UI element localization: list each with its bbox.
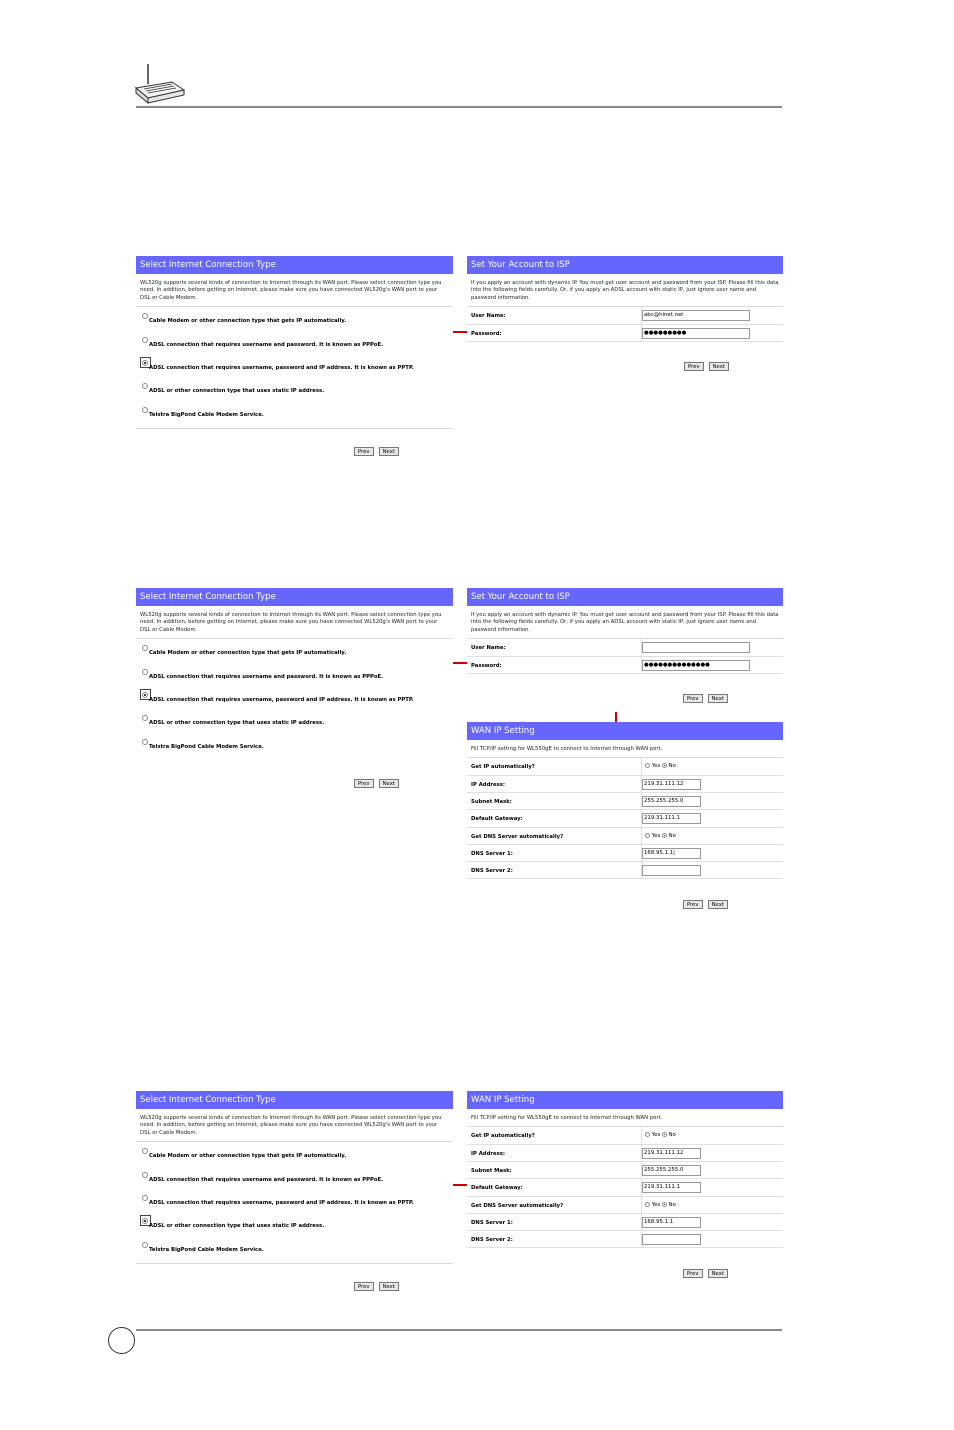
radio-button[interactable] bbox=[142, 337, 148, 343]
password-row: Password: ●●●●●●●●● bbox=[467, 325, 783, 342]
next-button[interactable]: Next bbox=[708, 1269, 728, 1278]
password-input[interactable]: ●●●●●●●●● bbox=[642, 328, 750, 339]
callout-marker bbox=[453, 1184, 467, 1186]
dns-server-1-row: DNS Server 1: 168.95.1.1| bbox=[467, 845, 783, 862]
username-row: User Name: abc@hinet.net bbox=[467, 307, 783, 324]
get-dns-auto-row: Get DNS Server automatically? Yes No bbox=[467, 1197, 783, 1214]
option-pptp[interactable]: ADSL connection that requires username, password and IP address. It is known as PPTP. bbox=[136, 354, 453, 377]
radio-button[interactable] bbox=[142, 669, 148, 675]
next-button[interactable]: Next bbox=[379, 779, 399, 788]
dns-server-1-input[interactable]: 168.95.1.1| bbox=[642, 848, 701, 859]
get-ip-auto-row: Get IP automatically? Yes No bbox=[467, 1127, 783, 1144]
radio-button-selected[interactable] bbox=[142, 360, 148, 366]
prev-button[interactable]: Prev bbox=[684, 362, 704, 371]
username-input[interactable]: abc@hinet.net bbox=[642, 310, 750, 321]
subnet-mask-input[interactable]: 255.255.255.0 bbox=[642, 796, 701, 807]
option-bigpond[interactable]: Telstra BigPond Cable Modem Service. bbox=[136, 1236, 453, 1259]
subnet-mask-row: Subnet Mask: 255.255.255.0 bbox=[467, 1162, 783, 1179]
default-gateway-row: Default Gateway: 219.31.111.1 bbox=[467, 810, 783, 827]
dns-server-2-input[interactable] bbox=[642, 1234, 701, 1245]
get-ip-auto-row: Get IP automatically? Yes No bbox=[467, 758, 783, 775]
option-static-ip[interactable]: ADSL or other connection type that uses static IP address. bbox=[136, 377, 453, 400]
panel-description: Fill TCP/IP setting for WL550gE to connect to Internet through WAN port. bbox=[471, 1115, 663, 1121]
get-dns-yes-radio[interactable] bbox=[645, 833, 650, 838]
radio-button[interactable] bbox=[142, 1148, 148, 1154]
prev-button[interactable]: Prev bbox=[683, 1269, 703, 1278]
isp-account-panel-1 bbox=[467, 256, 783, 376]
panel-title: Select Internet Connection Type bbox=[136, 256, 453, 274]
dns-server-2-row: DNS Server 2: bbox=[467, 1231, 783, 1248]
password-row: Password: ●●●●●●●●●●●●●● bbox=[467, 657, 783, 674]
panel-title: Select Internet Connection Type bbox=[136, 1091, 453, 1109]
option-bigpond[interactable]: Telstra BigPond Cable Modem Service. bbox=[136, 733, 453, 756]
radio-button[interactable] bbox=[142, 645, 148, 651]
panel-title: Select Internet Connection Type bbox=[136, 588, 453, 606]
dns-server-2-row: DNS Server 2: bbox=[467, 862, 783, 879]
default-gateway-input[interactable]: 219.31.111.1 bbox=[642, 813, 701, 824]
get-ip-yes-radio[interactable] bbox=[645, 1132, 650, 1137]
username-row: User Name: bbox=[467, 639, 783, 656]
footer-rule bbox=[136, 1329, 782, 1331]
dns-server-1-row: DNS Server 1: 168.95.1.1 bbox=[467, 1214, 783, 1231]
panel-description: If you apply an account with dynamic IP. You must get user account and password from your ISP. Please fill this data into the following fields carefully. Or, if you apply an ADSL account with static IP, just ignore user name and password information. bbox=[471, 280, 779, 301]
option-pptp[interactable]: ADSL connection that requires username, password and IP address. It is known as PPTP. bbox=[136, 686, 453, 709]
callout-marker bbox=[453, 662, 467, 664]
ip-address-input[interactable]: 219.31.111.12 bbox=[642, 779, 701, 790]
next-button[interactable]: Next bbox=[709, 362, 729, 371]
ip-address-row: IP Address: 219.31.111.12 bbox=[467, 1145, 783, 1162]
prev-button[interactable]: Prev bbox=[354, 447, 374, 456]
subnet-mask-input[interactable]: 255.255.255.0 bbox=[642, 1165, 701, 1176]
radio-button[interactable] bbox=[142, 1195, 148, 1201]
get-ip-no-radio[interactable] bbox=[662, 1132, 667, 1137]
default-gateway-input[interactable]: 219.31.111.1 bbox=[642, 1182, 701, 1193]
option-pppoe[interactable]: ADSL connection that requires username and password. It is known as PPPoE. bbox=[136, 663, 453, 686]
panel-description: WL520g supports several kinds of connection to Internet through its WAN port. Please select connection type you need. In addition, before getting on Internet, please make sure you have connected WL520g's WAN port to your DSL or Cable Modem. bbox=[140, 280, 442, 301]
option-static-ip[interactable]: ADSL or other connection type that uses static IP address. bbox=[136, 1212, 453, 1235]
radio-button[interactable] bbox=[142, 313, 148, 319]
next-button[interactable]: Next bbox=[379, 447, 399, 456]
connection-type-panel-3 bbox=[136, 1091, 453, 1297]
callout-marker bbox=[453, 331, 467, 333]
panel-title: WAN IP Setting bbox=[467, 1091, 783, 1109]
panel-title: Set Your Account to ISP bbox=[467, 588, 783, 606]
get-dns-no-radio[interactable] bbox=[662, 833, 667, 838]
prev-button[interactable]: Prev bbox=[354, 779, 374, 788]
prev-button[interactable]: Prev bbox=[354, 1282, 374, 1291]
page-number-circle bbox=[108, 1327, 135, 1354]
radio-button-selected[interactable] bbox=[142, 692, 148, 698]
option-cable-modem[interactable]: Cable Modem or other connection type that gets IP automatically. bbox=[136, 1142, 453, 1165]
connection-type-panel-1 bbox=[136, 256, 453, 462]
subnet-mask-row: Subnet Mask: 255.255.255.0 bbox=[467, 793, 783, 810]
get-dns-auto-row: Get DNS Server automatically? Yes No bbox=[467, 828, 783, 845]
get-dns-no-radio[interactable] bbox=[662, 1202, 667, 1207]
panel-description: WL520g supports several kinds of connection to Internet through its WAN port. Please select connection type you need. In addition, before getting on Internet, please make sure you have connected WL520g's WAN port to your DSL or Cable Modem. bbox=[140, 612, 442, 633]
router-icon bbox=[132, 62, 188, 104]
dns-server-1-input[interactable]: 168.95.1.1 bbox=[642, 1217, 701, 1228]
radio-button[interactable] bbox=[142, 739, 148, 745]
ip-address-input[interactable]: 219.31.111.12 bbox=[642, 1148, 701, 1159]
option-pppoe[interactable]: ADSL connection that requires username and password. It is known as PPPoE. bbox=[136, 1166, 453, 1189]
default-gateway-row: Default Gateway: 219.31.111.1 bbox=[467, 1179, 783, 1196]
option-cable-modem[interactable]: Cable Modem or other connection type that gets IP automatically. bbox=[136, 639, 453, 662]
radio-button[interactable] bbox=[142, 1172, 148, 1178]
wan-ip-panel-1 bbox=[467, 722, 783, 916]
panel-description: If you apply an account with dynamic IP. You must get user account and password from your ISP. Please fill this data into the following fields carefully. Or, if you apply an ADSL account with static IP, just ignore user name and password information. bbox=[471, 612, 779, 633]
radio-button[interactable] bbox=[142, 715, 148, 721]
radio-button[interactable] bbox=[142, 383, 148, 389]
isp-account-panel-2 bbox=[467, 588, 783, 708]
password-input[interactable]: ●●●●●●●●●●●●●● bbox=[642, 660, 750, 671]
option-static-ip[interactable]: ADSL or other connection type that uses static IP address. bbox=[136, 709, 453, 732]
radio-button[interactable] bbox=[142, 407, 148, 413]
get-dns-yes-radio[interactable] bbox=[645, 1202, 650, 1207]
ip-address-row: IP Address: 219.31.111.12 bbox=[467, 776, 783, 793]
option-bigpond[interactable]: Telstra BigPond Cable Modem Service. bbox=[136, 401, 453, 424]
panel-title: WAN IP Setting bbox=[467, 722, 783, 740]
callout-marker bbox=[615, 712, 617, 722]
option-cable-modem[interactable]: Cable Modem or other connection type that gets IP automatically. bbox=[136, 307, 453, 330]
panel-description: WL520g supports several kinds of connection to Internet through its WAN port. Please select connection type you need. In addition, before getting on Internet, please make sure you have connected WL520g's WAN port to your DSL or Cable Modem. bbox=[140, 1115, 442, 1136]
option-pptp[interactable]: ADSL connection that requires username, password and IP address. It is known as PPTP. bbox=[136, 1189, 453, 1212]
username-input[interactable] bbox=[642, 642, 750, 653]
dns-server-2-input[interactable] bbox=[642, 865, 701, 876]
get-ip-yes-radio[interactable] bbox=[645, 763, 650, 768]
header-rule bbox=[136, 106, 782, 108]
wan-ip-panel-2 bbox=[467, 1091, 783, 1285]
option-pppoe[interactable]: ADSL connection that requires username and password. It is known as PPPoE. bbox=[136, 331, 453, 354]
radio-button[interactable] bbox=[142, 1242, 148, 1248]
prev-button[interactable]: Prev bbox=[683, 694, 703, 703]
next-button[interactable]: Next bbox=[708, 694, 728, 703]
next-button[interactable]: Next bbox=[708, 900, 728, 909]
prev-button[interactable]: Prev bbox=[683, 900, 703, 909]
connection-type-panel-2 bbox=[136, 588, 453, 792]
next-button[interactable]: Next bbox=[379, 1282, 399, 1291]
get-ip-no-radio[interactable] bbox=[662, 763, 667, 768]
panel-description: Fill TCP/IP setting for WL550gE to connect to Internet through WAN port. bbox=[471, 746, 663, 752]
panel-title: Set Your Account to ISP bbox=[467, 256, 783, 274]
